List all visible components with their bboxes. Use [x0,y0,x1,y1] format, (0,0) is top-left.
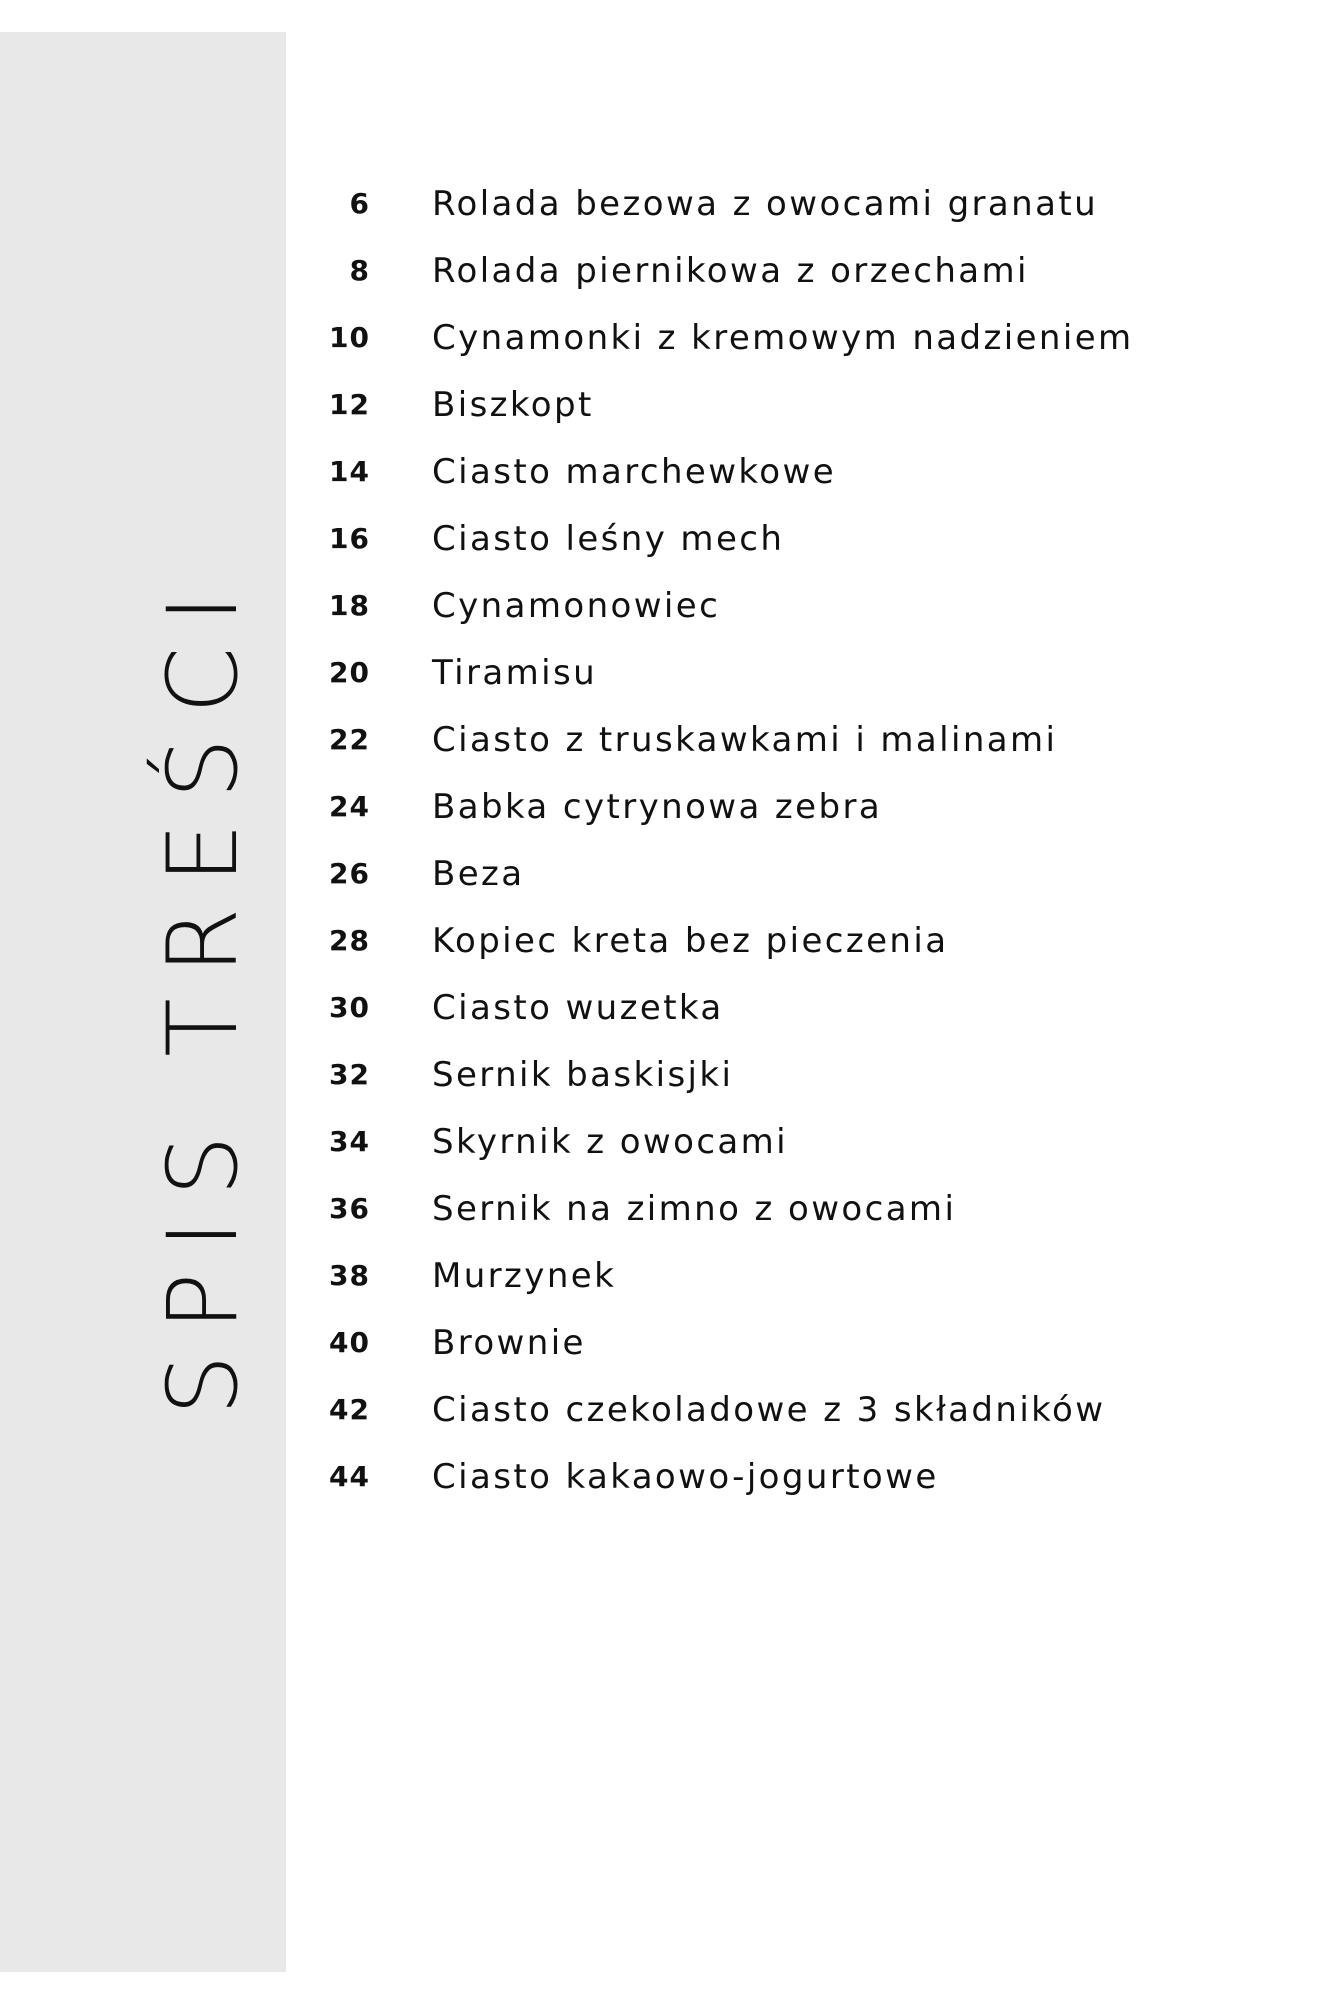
toc-entry-title: Ciasto wuzetka [432,987,724,1028]
toc-entry-title: Tiramisu [432,652,598,693]
toc-entry [300,505,1300,572]
toc-page-number: 16 [329,522,370,555]
toc-entry-title: Babka cytrynowa zebra [432,786,883,827]
toc-entry [300,438,1300,505]
toc-page-number: 12 [329,388,370,421]
toc-entry [300,1443,1300,1510]
toc-page-number: 26 [329,857,370,890]
toc-entry [300,237,1300,304]
toc-entry-title: Murzynek [432,1255,617,1296]
toc-page-number: 28 [329,924,370,957]
toc-entry-title: Beza [432,853,525,894]
toc-entry [300,840,1300,907]
toc-entry-title: Sernik baskisjki [432,1054,734,1095]
toc-page-number: 8 [349,254,370,287]
toc-page-number: 10 [329,321,370,354]
toc-page-number: 42 [329,1393,370,1426]
toc-entry-title: Kopiec kreta bez pieczenia [432,920,949,961]
toc-entry-title: Rolada bezowa z owocami granatu [432,183,1099,224]
toc-entry [300,706,1300,773]
toc-entry-title: Ciasto marchewkowe [432,451,837,492]
toc-page-number: 36 [329,1192,370,1225]
toc-entry [300,170,1300,237]
toc-entry-title: Ciasto czekoladowe z 3 składników [432,1389,1106,1430]
table-of-contents [300,170,1300,1510]
toc-entry [300,1041,1300,1108]
toc-entry [300,1175,1300,1242]
toc-entry [300,907,1300,974]
toc-page-number: 34 [329,1125,370,1158]
toc-page-number: 44 [329,1460,370,1493]
toc-entry [300,639,1300,706]
toc-page-number: 6 [349,187,370,220]
toc-entry [300,371,1300,438]
toc-entry-title: Brownie [432,1322,586,1363]
toc-entry-title: Cynamonki z kremowym nadzieniem [432,317,1134,358]
toc-entry [300,572,1300,639]
toc-entry-title: Ciasto leśny mech [432,518,785,559]
toc-entry [300,304,1300,371]
toc-entry-title: Sernik na zimno z owocami [432,1188,957,1229]
toc-entry-title: Skyrnik z owocami [432,1121,789,1162]
toc-entry [300,1242,1300,1309]
toc-entry [300,1108,1300,1175]
toc-entry-title: Cynamonowiec [432,585,721,626]
toc-entry [300,974,1300,1041]
toc-entry [300,1376,1300,1443]
toc-entry [300,1309,1300,1376]
toc-page-number: 30 [329,991,370,1024]
toc-entry-title: Biszkopt [432,384,594,425]
toc-page-number: 40 [329,1326,370,1359]
toc-page-number: 24 [329,790,370,823]
toc-page-number: 20 [329,656,370,689]
toc-page-number: 18 [329,589,370,622]
toc-entry-title: Ciasto z truskawkami i malinami [432,719,1058,760]
side-title: SPIS TREŚCI [147,570,259,1416]
toc-page-number: 22 [329,723,370,756]
toc-page-number: 14 [329,455,370,488]
toc-page-number: 38 [329,1259,370,1292]
toc-entry [300,773,1300,840]
toc-entry-title: Rolada piernikowa z orzechami [432,250,1029,291]
toc-entry-title: Ciasto kakaowo-jogurtowe [432,1456,939,1497]
toc-page-number: 32 [329,1058,370,1091]
